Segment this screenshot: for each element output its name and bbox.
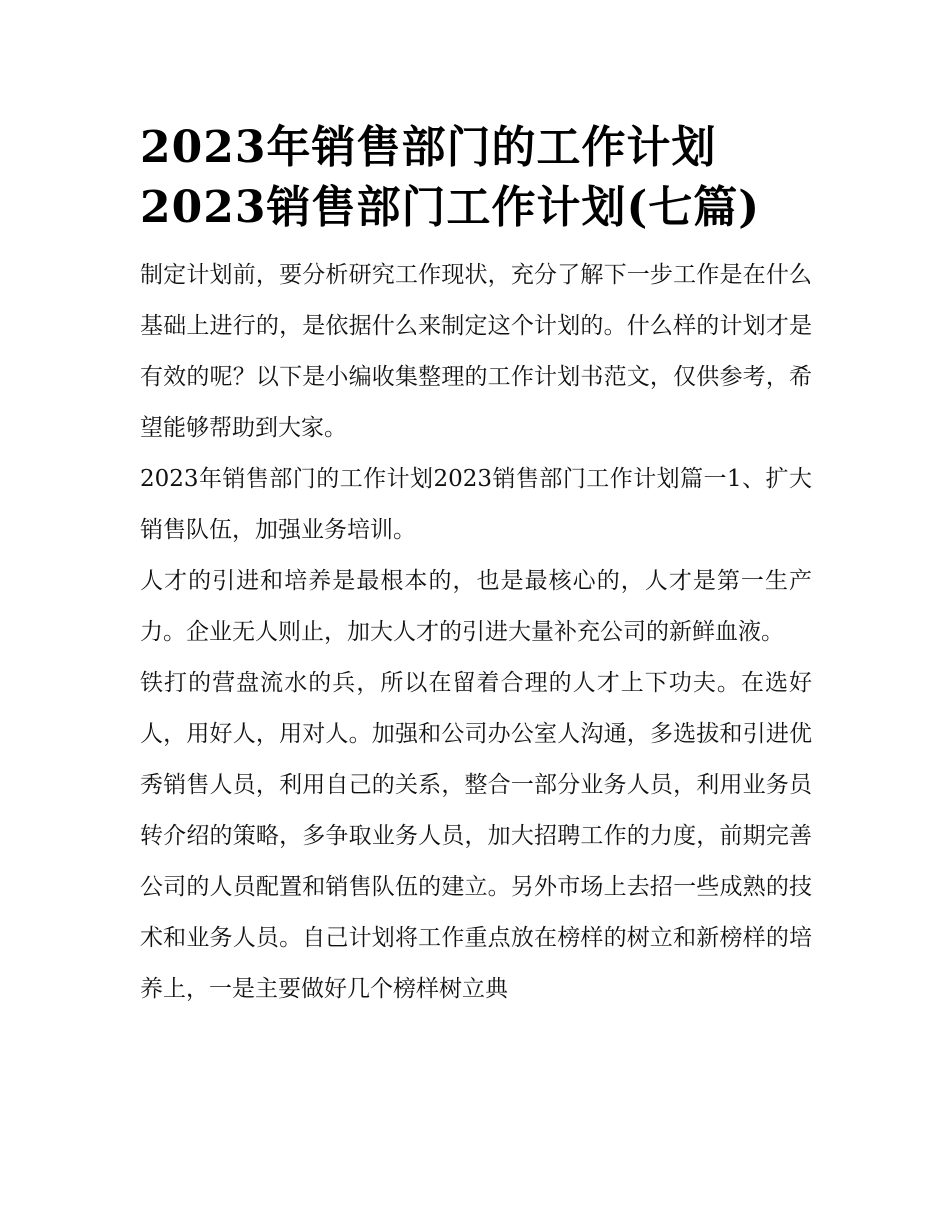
paragraph-talent: 人才的引进和培养是最根本的，也是最核心的，人才是第一生产力。企业无人则止，加大人才的引进大量补充公司的新鲜血液。 xyxy=(140,568,812,645)
paragraph-intro: 制定计划前，要分析研究工作现状，充分了解下一步工作是在什么基础上进行的，是依据什么来制定这个计划的。什么样的计划才是有效的呢？以下是小编收集整理的工作计划书范文，仅供参考，希望能够帮助到大家。 xyxy=(140,262,812,441)
document-content xyxy=(140,118,812,1015)
paragraph-section-heading: 2023年销售部门的工作计划2023销售部门工作计划篇一1、扩大销售队伍，加强业务培训。 xyxy=(140,466,812,543)
paragraph-team-building: 铁打的营盘流水的兵，所以在留着合理的人才上下功夫。在选好人，用好人，用对人。加强和公司办公室人沟通，多选拔和引进优秀销售人员，利用自己的关系，整合一部分业务人员，利用业务员转介绍的策略，多争取业务人员，加大招聘工作的力度，前期完善公司的人员配置和销售队伍的建立。另外市场上去招一些成熟的技术和业务人员。自己计划将工作重点放在榜样的树立和新榜样的培养上，一是主要做好几个榜样树立典 xyxy=(140,670,812,1002)
document-title xyxy=(140,118,812,238)
title-line-1: 2023年销售部门的工作计划 xyxy=(140,122,717,173)
title-line-2: 2023销售部门工作计划(七篇) xyxy=(140,182,761,233)
